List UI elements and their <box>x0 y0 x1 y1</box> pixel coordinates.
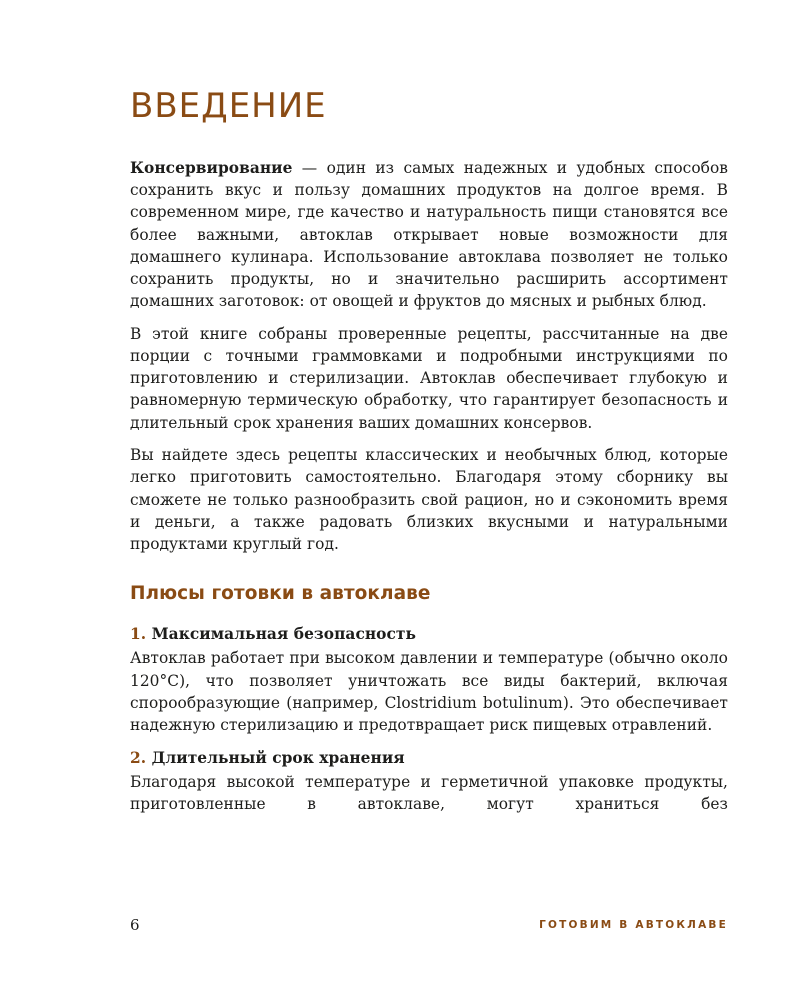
advantage-2-heading <box>130 747 728 769</box>
advantage-1-title: Максимальная безопасность <box>151 625 416 644</box>
running-title: ГОТОВИМ В АВТОКЛАВЕ <box>539 919 728 931</box>
lead-term: Консервирование <box>130 159 293 177</box>
section-title: Плюсы готовки в автоклаве <box>130 583 431 605</box>
advantage-2-title: Длительный срок хранения <box>151 748 405 767</box>
chapter-title: ВВЕДЕНИЕ <box>130 86 327 126</box>
advantage-1-text: Автоклав работает при высоком давлении и температуре (обычно около 120°С), что позволяет уничтожать все виды бактерий, включая спорообразующие (например, Clostridium botulinum). Это обеспечивает надежную стерилизацию и предотвращает риск пищевых отравлений. <box>130 649 728 735</box>
intro-paragraph-2: В этой книге собраны проверенные рецепты, рассчитанные на две порции с точными граммовками и подробными инструкциями по приготовлению и стерилизации. Автоклав обеспечивает глубокую и равномерную термическую обработку, что гарантирует безопасность и длительный срок хранения ваших домашних консервов. <box>130 324 728 432</box>
page-number: 6 <box>130 916 140 934</box>
intro-paragraph-1-text: — один из самых надежных и удобных способов сохранить вкус и пользу домашних продуктов на долгое время. В современном мире, где качество и натуральность пищи становятся все более важными, автоклав открывает новые возможности для домашнего кулинара. Использование автоклава позволяет не только сохранить продукты, но и значительно расширить ассортимент домашних заготовок: от овощей и фруктов до мясных и рыбных блюд. <box>130 159 728 311</box>
intro-paragraph-1 <box>130 157 728 312</box>
advantage-2-number: 2. <box>130 748 147 767</box>
book-page <box>130 0 728 1000</box>
page-body <box>130 157 728 826</box>
advantage-2-text: Благодаря высокой температуре и герметичной упаковке продукты, приготовленные в автоклаве, могут храниться без <box>130 772 728 814</box>
advantage-1-heading <box>130 623 728 645</box>
advantage-1-number: 1. <box>130 625 147 644</box>
intro-paragraph-3: Вы найдете здесь рецепты классических и необычных блюд, которые легко приготовить самостоятельно. Благодаря этому сборнику вы сможете не только разнообразить свой рацион, но и сэкономить время и деньги, а также радовать близких вкусными и натуральными продуктами круглый год. <box>130 446 728 554</box>
